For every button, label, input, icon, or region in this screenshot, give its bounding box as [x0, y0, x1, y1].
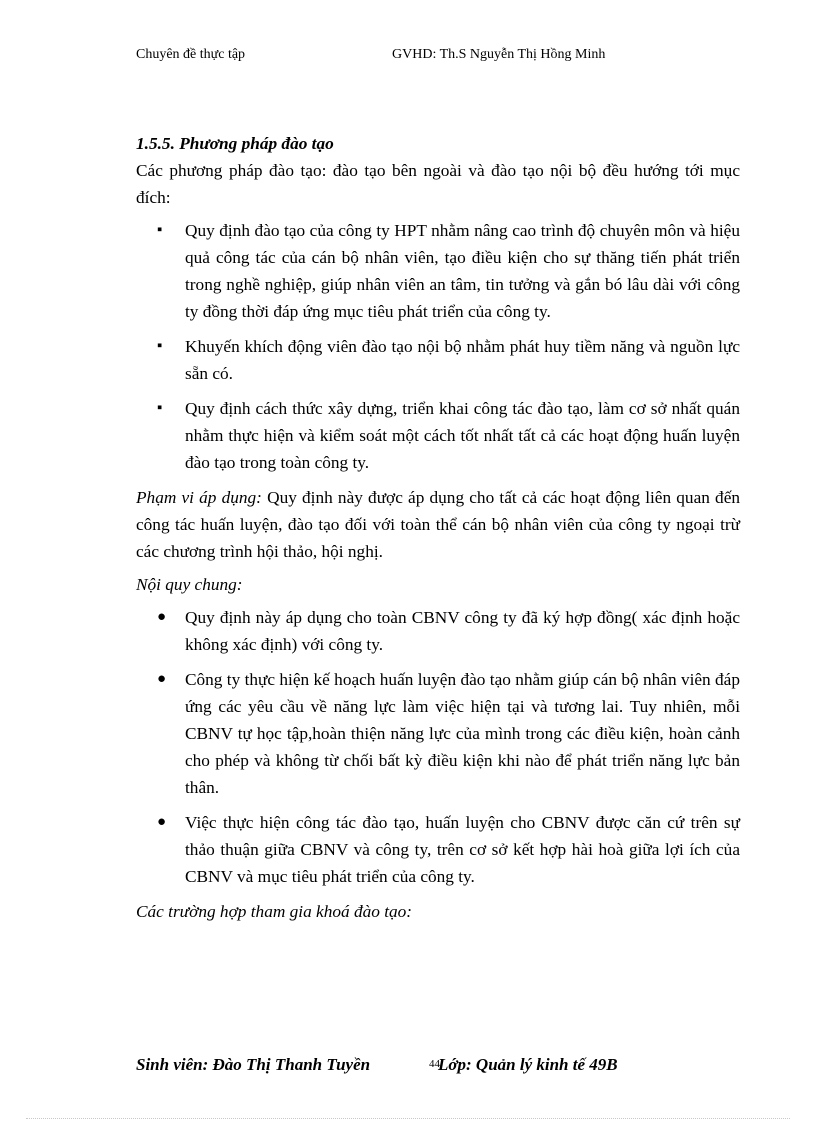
footer-class: Lớp: Quản lý kinh tế 49B	[438, 1055, 618, 1074]
page-bottom-divider	[26, 1118, 790, 1119]
scope-text: Quy định này được áp dụng cho tất cả các hoạt động liên quan đến công tác huấn luyện, đào tạo đối với toàn thể cán bộ nhân viên của công ty ngoại trừ các chương trình hội thảo, hội nghị.	[136, 488, 740, 561]
list-item: ▪ Khuyến khích động viên đào tạo nội bộ nhằm phát huy tiềm năng và nguồn lực sẵn có.	[136, 333, 740, 387]
header-subject: Chuyên đề thực tập	[136, 47, 246, 62]
cases-label: Các trường hợp tham gia khoá đào tạo:	[136, 902, 413, 921]
footer-student: Sinh viên: Đào Thị Thanh Tuyền	[136, 1055, 371, 1074]
list-item: ● Công ty thực hiện kế hoạch huấn luyện đào tạo nhằm giúp cán bộ nhân viên đáp ứng các yêu cầu về năng lực làm việc hiện tại và tương lai. Tuy nhiên, mỗi CBNV tự học tập,hoàn thiện năng lực của mình trong các điều kiện, hoàn cảnh cho phép và không từ chối bất kỳ điều kiện khi nào để phát triển năng lực bản thân.	[136, 666, 740, 801]
scope-label: Phạm vi áp dụng:	[136, 488, 262, 507]
list-item: ▪ Quy định cách thức xây dựng, triển khai công tác đào tạo, làm cơ sở nhất quán nhằm thực hiện và kiểm soát một cách tốt nhất tất cả các hoạt động huấn luyện đào tạo trong toàn công ty.	[136, 395, 740, 476]
list-item: ● Việc thực hiện công tác đào tạo, huấn luyện cho CBNV được căn cứ trên sự thảo thuận giữa CBNV và công ty, trên cơ sở kết hợp hài hoà giữa lợi ích của CBNV và mục tiêu phát triển của công ty.	[136, 809, 740, 890]
header-advisor: GVHD: Th.S Nguyễn Thị Hồng Minh	[392, 47, 606, 62]
page-number: 44	[429, 1058, 440, 1070]
section-heading: 1.5.5. Phương pháp đào tạo	[136, 134, 334, 153]
bullet-icon: ●	[157, 609, 167, 625]
bullet-icon: ▪	[157, 338, 163, 354]
bullet-icon: ▪	[157, 400, 163, 416]
bullet-list-goals	[136, 217, 740, 476]
scope-paragraph	[136, 484, 740, 565]
rules-label: Nội quy chung:	[136, 575, 243, 594]
list-item: ▪ Quy định đào tạo của công ty HPT nhằm nâng cao trình độ chuyên môn và hiệu quả công tác của cán bộ nhân viên, tạo điều kiện cho sự thăng tiến phát triển trong nghề nghiệp, giúp nhân viên an tâm, tin tưởng và gắn bó lâu dài với công ty đồng thời đáp ứng mục tiêu phát triển của công ty.	[136, 217, 740, 325]
bullet-icon: ●	[157, 814, 167, 830]
bullet-icon: ▪	[157, 222, 163, 238]
list-item: ● Quy định này áp dụng cho toàn CBNV công ty đã ký hợp đồng( xác định hoặc không xác định) với công ty.	[136, 604, 740, 658]
bullet-icon: ●	[157, 671, 167, 687]
bullet-list-rules	[136, 604, 740, 890]
document-body	[136, 130, 740, 931]
intro-paragraph: Các phương pháp đào tạo: đào tạo bên ngoài và đào tạo nội bộ đều hướng tới mục đích:	[136, 161, 740, 207]
